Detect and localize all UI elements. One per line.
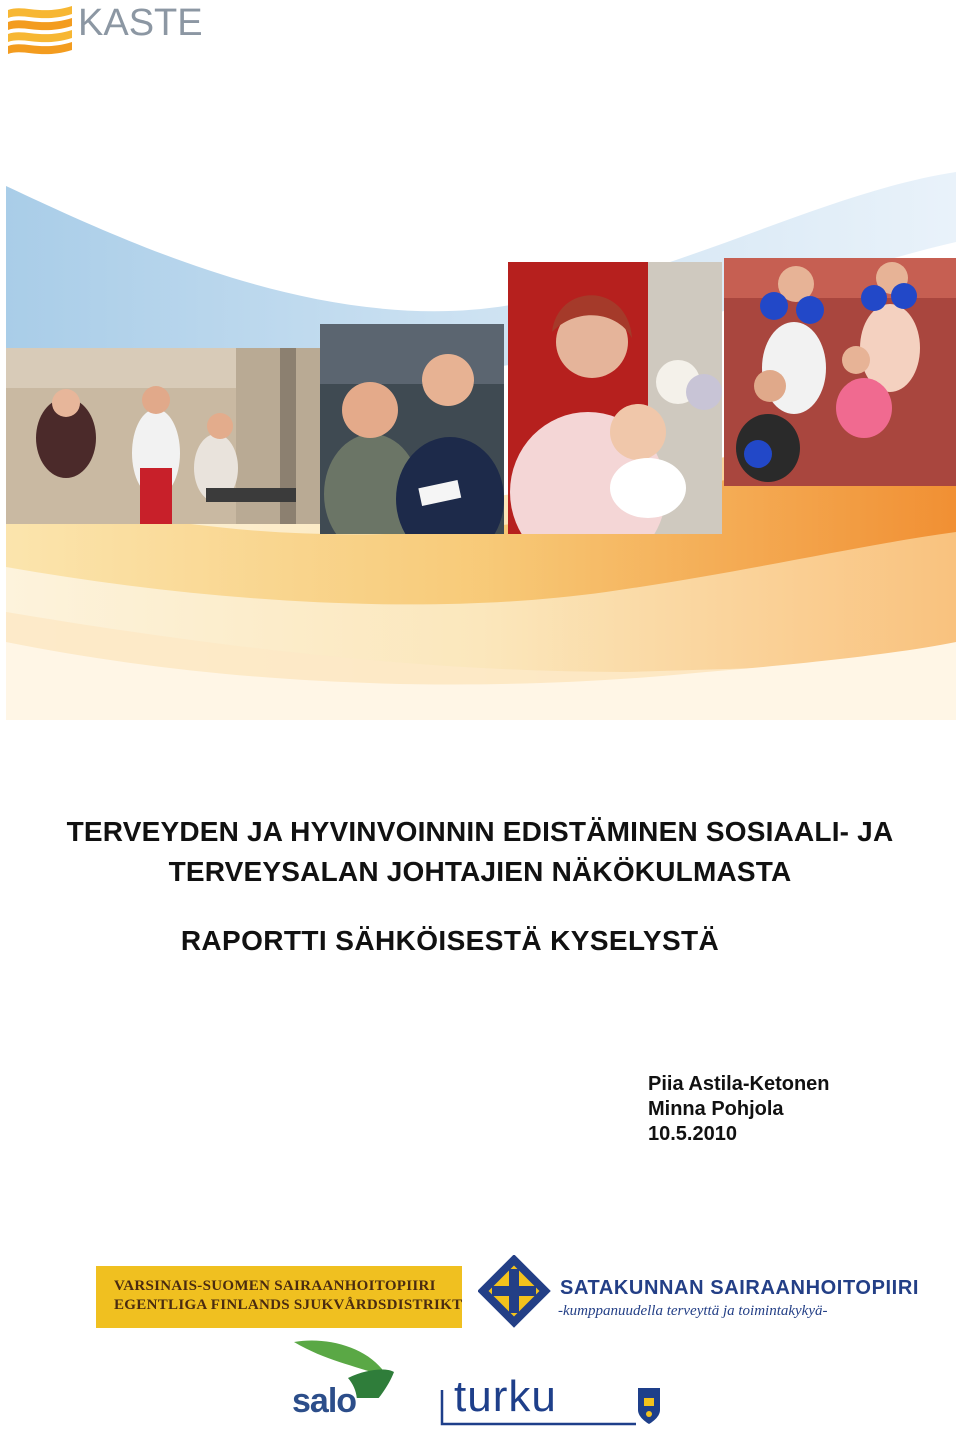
- report-subtitle: RAPORTTI SÄHKÖISESTÄ KYSELYSTÄ: [180, 925, 720, 956]
- satshp-logo: [478, 1255, 920, 1333]
- salo-logo-text: salo: [292, 1382, 357, 1420]
- report-date: 10.5.2010: [648, 1123, 737, 1145]
- salo-logo: [288, 1338, 398, 1430]
- title-line-1: TERVEYDEN JA HYVINVOINNIN EDISTÄMINEN SOSIAALI- JA: [66, 816, 894, 847]
- hero-banner: [6, 172, 956, 720]
- photo-boxing: [724, 258, 956, 486]
- satshp-logo-tagline: -kumppanuudella terveyttä ja toimintakykyä-: [558, 1303, 828, 1319]
- kaste-logo-text: KASTE: [78, 2, 203, 44]
- kaste-logo: [6, 2, 206, 60]
- satshp-emblem-icon: [478, 1255, 554, 1331]
- author-1: Piia Astila-Ketonen: [648, 1073, 830, 1095]
- photo-mother-baby: [508, 262, 722, 534]
- vssp-logo: [96, 1266, 462, 1328]
- author-2: Minna Pohjola: [648, 1098, 784, 1120]
- authors-block: [648, 1072, 830, 1147]
- vssp-logo-line-2: EGENTLIGA FINLANDS SJUKVÅRDSDISTRIKT: [114, 1297, 463, 1313]
- kaste-wave-icon: [6, 2, 76, 60]
- report-title: [0, 812, 960, 892]
- photo-dance-class: [6, 348, 320, 524]
- turku-logo: [440, 1372, 664, 1426]
- photo-two-men: [320, 324, 504, 534]
- title-line-2: TERVEYSALAN JOHTAJIEN NÄKÖKULMASTA: [168, 856, 792, 887]
- turku-logo-text: turku: [454, 1372, 557, 1421]
- satshp-logo-name: SATAKUNNAN SAIRAANHOITOPIIRI: [560, 1277, 920, 1299]
- vssp-logo-line-1: VARSINAIS-SUOMEN SAIRAANHOITOPIIRI: [114, 1278, 436, 1294]
